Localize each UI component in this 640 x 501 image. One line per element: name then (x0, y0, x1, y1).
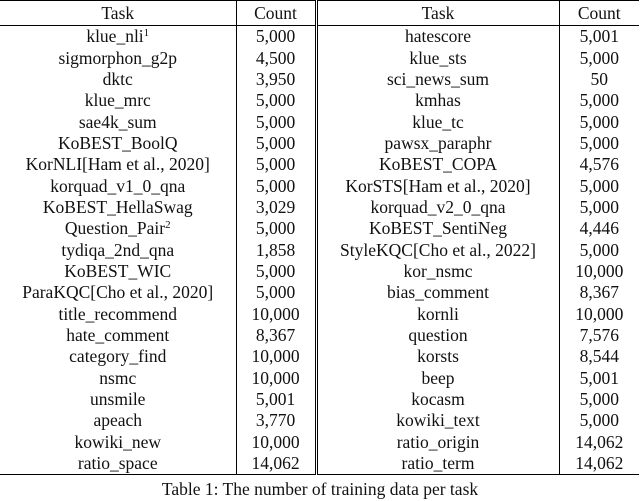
header-task-right: Task (316, 1, 559, 26)
task-right-cell: klue_tc (316, 111, 559, 132)
task-name: korquad_v1_0_qna (50, 175, 186, 196)
count-left-cell: 10,000 (236, 303, 316, 324)
count-left-cell: 5,000 (236, 175, 316, 196)
table-row (0, 432, 639, 453)
task-name: Question_Pair (64, 218, 166, 239)
task-left-cell (0, 197, 236, 218)
count-right-cell: 14,062 (575, 431, 624, 452)
table-row (0, 218, 639, 239)
count-left-cell: 3,770 (236, 410, 316, 431)
count-right-cell: 5,000 (579, 132, 619, 153)
count-left-cell: 8,367 (236, 325, 316, 346)
task-right-cell: klue_sts (316, 47, 559, 68)
table-row (0, 453, 639, 475)
task-left-cell (0, 325, 236, 346)
task-left-cell (0, 389, 236, 410)
count-right-cell: 5,000 (579, 389, 619, 410)
task-right-cell: kor_nsmc (316, 261, 559, 282)
count-right-cell: 8,367 (579, 282, 619, 303)
task-name: category_find (69, 346, 167, 367)
count-right-cell: 10,000 (575, 260, 624, 281)
header-count-right: Count (559, 1, 639, 26)
count-right-cell: 5,000 (579, 111, 619, 132)
task-right-cell: KoBEST_COPA (316, 154, 559, 175)
count-left-cell: 10,000 (236, 368, 316, 389)
count-right-cell: 5,000 (579, 410, 619, 431)
task-name: ParaKQC[Cho et al., 2020] (22, 282, 214, 303)
count-left-cell: 5,000 (236, 282, 316, 303)
count-left-cell: 5,000 (236, 218, 316, 239)
count-left-cell: 4,500 (236, 47, 316, 68)
task-right-cell: hatescore (316, 26, 559, 48)
task-right-cell: kmhas (316, 90, 559, 111)
count-right-cell: 5,000 (579, 239, 619, 260)
task-name: dktc (102, 68, 133, 89)
task-right-cell: sci_news_sum (316, 69, 559, 90)
header-task-left: Task (0, 1, 236, 26)
table-row (0, 325, 639, 346)
count-right-cell: 5,001 (579, 367, 619, 388)
task-right-cell: pawsx_paraphr (316, 133, 559, 154)
task-name: KoBEST_WIC (64, 260, 172, 281)
task-name: KoBEST_HellaSwag (42, 196, 193, 217)
task-left-cell (0, 432, 236, 453)
count-right-cell: 5,000 (579, 175, 619, 196)
task-name: hate_comment (66, 324, 170, 345)
task-right-cell: StyleKQC[Cho et al., 2022] (316, 239, 559, 260)
count-right-cell: 4,576 (579, 154, 619, 175)
count-left-cell: 5,000 (236, 111, 316, 132)
task-left-cell (0, 90, 236, 111)
table-row (0, 26, 639, 48)
task-left-cell (0, 47, 236, 68)
count-left-cell: 1,858 (236, 239, 316, 260)
task-right-cell: ratio_origin (316, 432, 559, 453)
task-left-cell (0, 26, 236, 48)
table-row (0, 90, 639, 111)
task-name: nsmc (99, 367, 137, 388)
header-count-left: Count (236, 1, 316, 26)
footnote-marker: 1 (143, 27, 150, 40)
count-left-cell: 5,000 (236, 154, 316, 175)
task-name: klue_mrc (84, 90, 151, 111)
task-left-cell (0, 154, 236, 175)
table-row (0, 282, 639, 303)
count-left-cell: 5,000 (236, 26, 316, 48)
count-right-cell: 8,544 (579, 346, 619, 367)
count-left-cell: 10,000 (236, 432, 316, 453)
table-row (0, 303, 639, 324)
table-header (0, 1, 639, 26)
task-name: sae4k_sum (78, 111, 157, 132)
table-row (0, 368, 639, 389)
table-row (0, 410, 639, 431)
task-left-cell (0, 133, 236, 154)
count-right-cell: 7,576 (579, 324, 619, 345)
table-row (0, 261, 639, 282)
table-row (0, 154, 639, 175)
count-right-cell: 4,446 (579, 218, 619, 239)
table-row (0, 239, 639, 260)
count-right-cell: 5,000 (579, 47, 619, 68)
count-left-cell: 5,001 (236, 389, 316, 410)
count-left-cell: 3,029 (236, 197, 316, 218)
task-left-cell (0, 218, 236, 239)
count-right-cell: 14,062 (559, 453, 639, 475)
task-left-cell (0, 239, 236, 260)
footnote-marker: 2 (165, 219, 171, 232)
task-name: KorNLI[Ham et al., 2020] (25, 154, 210, 175)
task-right-cell: kornli (316, 303, 559, 324)
task-name: KoBEST_BoolQ (57, 132, 178, 153)
count-left-cell: 5,000 (236, 90, 316, 111)
task-left-cell (0, 111, 236, 132)
task-name: klue_nli (86, 26, 144, 47)
count-right-cell: 5,001 (579, 26, 619, 47)
task-right-cell: korsts (316, 346, 559, 367)
task-name: apeach (93, 410, 143, 431)
task-right-cell: KoBEST_SentiNeg (316, 218, 559, 239)
table-row (0, 47, 639, 68)
count-left-cell: 3,950 (236, 69, 316, 90)
count-left-cell: 5,000 (236, 261, 316, 282)
count-right-cell: 5,000 (579, 196, 619, 217)
table-row (0, 69, 639, 90)
count-left-cell: 14,062 (236, 453, 316, 475)
table-row (0, 175, 639, 196)
task-name: title_recommend (58, 303, 178, 324)
table-row (0, 197, 639, 218)
task-left-cell (0, 175, 236, 196)
task-name: kowiki_new (74, 431, 162, 452)
task-right-cell: kocasm (316, 389, 559, 410)
table-row (0, 389, 639, 410)
table-row (0, 346, 639, 367)
task-name: ratio_space (77, 453, 158, 474)
task-left-cell (0, 282, 236, 303)
task-name: sigmorphon_g2p (58, 47, 178, 68)
task-right-cell: KorSTS[Ham et al., 2020] (316, 175, 559, 196)
task-right-cell: question (316, 325, 559, 346)
header-row (0, 1, 639, 26)
task-right-cell: beep (316, 368, 559, 389)
task-left-cell (0, 303, 236, 324)
count-right-cell: 10,000 (575, 303, 624, 324)
task-name: unsmile (90, 389, 146, 410)
table-caption: Table 1: The number of training data per task (161, 479, 479, 499)
table-row (0, 111, 639, 132)
table-row (0, 133, 639, 154)
task-left-cell (0, 346, 236, 367)
task-left-cell (0, 453, 236, 475)
task-left-cell (0, 261, 236, 282)
task-right-cell: korquad_v2_0_qna (316, 197, 559, 218)
count-left-cell: 10,000 (236, 346, 316, 367)
count-right-cell: 50 (590, 68, 608, 89)
task-right-cell: bias_comment (316, 282, 559, 303)
count-left-cell: 5,000 (236, 133, 316, 154)
task-name: tydiqa_2nd_qna (61, 239, 175, 260)
task-right-cell: kowiki_text (316, 410, 559, 431)
task-left-cell (0, 410, 236, 431)
task-right-cell: ratio_term (316, 453, 559, 475)
task-left-cell (0, 69, 236, 90)
count-right-cell: 5,000 (579, 90, 619, 111)
table-body (0, 26, 639, 475)
task-left-cell (0, 368, 236, 389)
